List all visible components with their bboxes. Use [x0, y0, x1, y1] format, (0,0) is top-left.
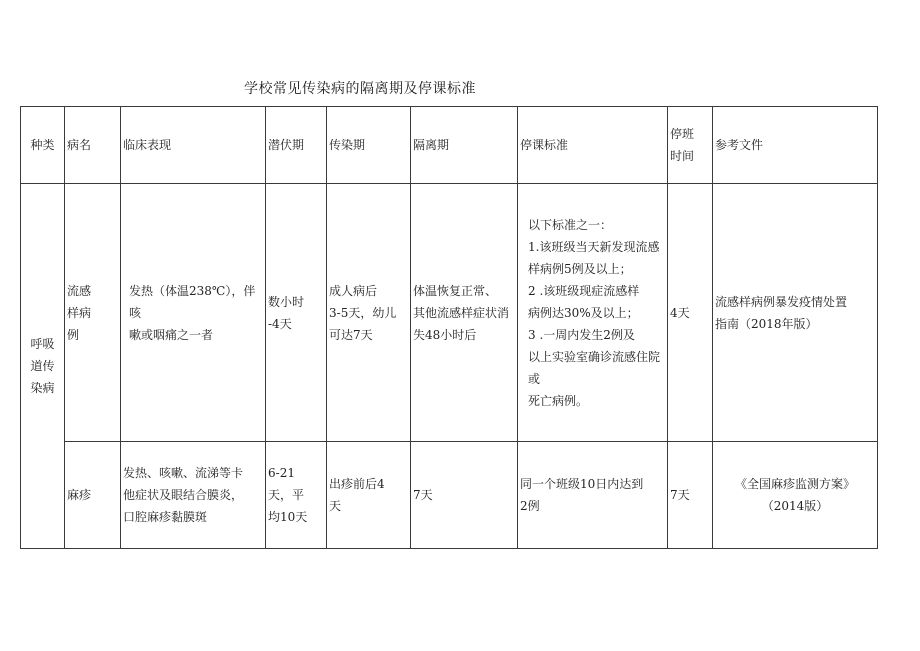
header-contagious-period: 传染期	[327, 107, 411, 184]
standard-item: 2 .该班级现症流感样 病例达30%及以上；	[528, 283, 640, 320]
contagious-cell: 出疹前后4 天	[327, 442, 411, 549]
reference-cell: 流感样病例暴发疫情处置 指南（2018年版）	[713, 184, 878, 442]
suspension-time-cell: 7天	[668, 442, 713, 549]
isolation-cell: 体温恢复正常、 其他流感样症状消 失48小时后	[411, 184, 518, 442]
header-symptoms: 临床表现	[121, 107, 266, 184]
header-reference: 参考文件	[713, 107, 878, 184]
standard-item: 3 .一周内发生2例及 以上实验室确诊流感住院或 死亡病例。	[528, 327, 661, 408]
table-row	[21, 442, 878, 549]
contagious-cell: 成人病后 3-5天，幼儿 可达7天	[327, 184, 411, 442]
header-suspension-time: 停班 时间	[668, 107, 713, 184]
incubation-cell: 数小时 -4天	[266, 184, 327, 442]
category-cell: 呼吸 道传 染病	[21, 184, 65, 549]
quarantine-standards-table	[20, 106, 878, 549]
incubation-cell: 6-21 天，平 均10天	[266, 442, 327, 549]
header-incubation: 潜伏期	[266, 107, 327, 184]
header-isolation-period: 隔离期	[411, 107, 518, 184]
page-title: 学校常见传染病的隔离期及停课标准	[244, 81, 476, 97]
standard-cell	[518, 184, 668, 442]
reference-cell: 《全国麻疹监测方案》 （2014版）	[713, 442, 878, 549]
symptoms-cell: 发热（体温238℃），伴咳 嗽或咽痛之一者	[121, 184, 266, 442]
isolation-cell: 7天	[411, 442, 518, 549]
suspension-time-cell: 4天	[668, 184, 713, 442]
standard-cell: 同一个班级10日内达到 2例	[518, 442, 668, 549]
table-row	[21, 184, 878, 442]
table-header-row	[21, 107, 878, 184]
standard-intro: 以下标准之一：	[528, 217, 613, 232]
disease-name-cell: 麻疹	[65, 442, 121, 549]
header-category: 种类	[21, 107, 65, 184]
header-disease-name: 病名	[65, 107, 121, 184]
symptoms-cell: 发热、咳嗽、流涕等卡 他症状及眼结合膜炎， 口腔麻疹黏膜斑	[121, 442, 266, 549]
header-suspension-standard: 停课标准	[518, 107, 668, 184]
disease-name-cell: 流感 样病 例	[65, 184, 121, 442]
standard-item: 1.该班级当天新发现流感 样病例5例及以上；	[528, 239, 660, 276]
